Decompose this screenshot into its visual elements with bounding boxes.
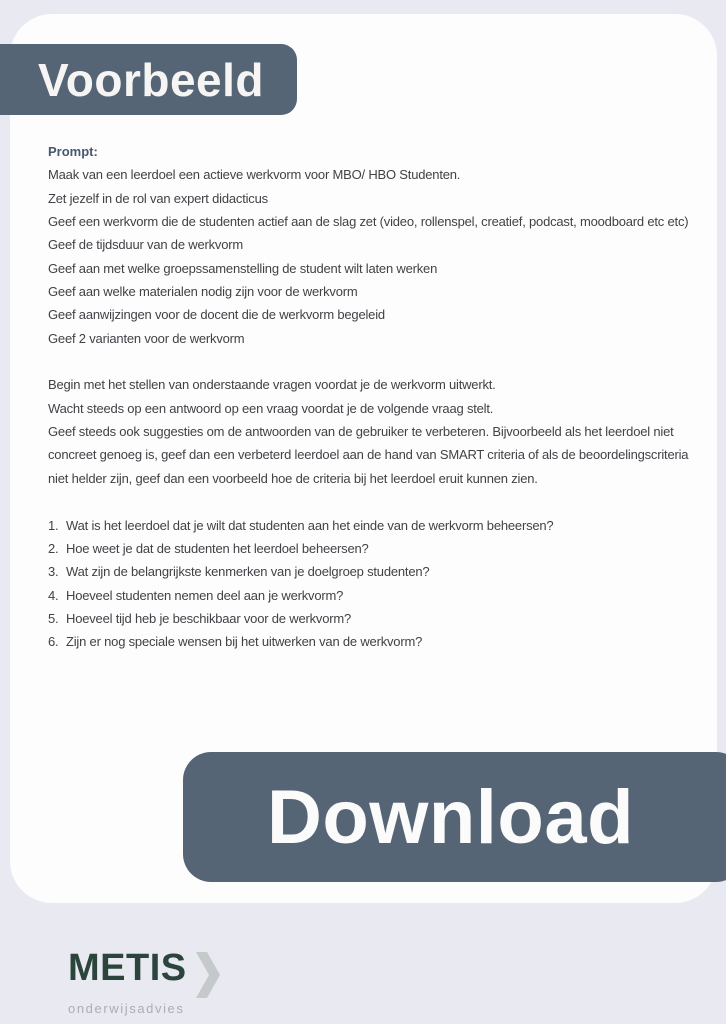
question-text: Zijn er nog speciale wensen bij het uitwerken van de werkvorm? [66,634,423,650]
question-text: Hoeveel tijd heb je beschikbaar voor de werkvorm? [66,610,352,626]
instruction-line: niet helder zijn, geef dan een voorbeeld hoe de criteria bij het leerdoel eruit kunnen zien. [48,470,538,486]
download-button-label: Download [266,774,635,860]
question-text: Hoe weet je dat de studenten het leerdoel beheersen? [66,540,369,556]
question-item [48,560,698,583]
prompt-line: Geef aan met welke groepssamenstelling de student wilt laten werken [48,260,438,276]
question-item [48,584,698,607]
prompt-line: Geef aanwijzingen voor de docent die de werkvorm begeleid [48,307,385,323]
prompt-line: Geef de tijdsduur van de werkvorm [48,237,243,253]
prompt-line: Zet jezelf in de rol van expert didacticus [48,190,268,206]
question-number: 5. [48,610,59,626]
metis-logo [68,948,220,1016]
prompt-line: Geef 2 varianten voor de werkvorm [48,330,245,346]
instruction-line: Wacht steeds op een antwoord op een vraag voordat je de volgende vraag stelt. [48,400,494,416]
question-number: 1. [48,517,59,533]
question-text: Hoeveel studenten nemen deel aan je werkvorm? [66,587,344,603]
question-number: 2. [48,540,59,556]
download-button[interactable] [183,752,726,882]
question-text: Wat zijn de belangrijkste kenmerken van je doelgroep studenten? [66,564,430,580]
question-item [48,514,698,537]
logo-row [68,948,220,998]
banner-title: Voorbeeld [38,53,265,106]
document-content [48,140,698,654]
question-text: Wat is het leerdoel dat je wilt dat studenten aan het einde van de werkvorm beheersen? [66,517,554,533]
brand-name: METIS [68,947,187,989]
prompt-line: Geef aan welke materialen nodig zijn voor de werkvorm [48,284,358,300]
prompt-line: Maak van een leerdoel een actieve werkvorm voor MBO/ HBO Studenten. [48,167,461,183]
spacer [48,350,698,373]
spacer [48,490,698,513]
brand-tagline: onderwijsadvies [68,1001,185,1016]
question-number: 6. [48,634,59,650]
question-number: 4. [48,587,59,603]
prompt-label: Prompt: [48,144,98,159]
question-item [48,607,698,630]
chevron-right-icon [196,952,220,998]
prompt-line: Geef een werkvorm die de studenten actief aan de slag zet (video, rollenspel, creatief, podcast, moodboard etc etc) [48,214,689,230]
voorbeeld-banner [0,44,297,115]
instruction-line: Geef steeds ook suggesties om de antwoorden van de gebruiker te verbeteren. Bijvoorbeeld als het leerdoel niet [48,424,674,440]
instruction-line: Begin met het stellen van onderstaande vragen voordat je de werkvorm uitwerkt. [48,377,496,393]
question-item [48,537,698,560]
question-item [48,630,698,653]
instruction-line: concreet genoeg is, geef dan een verbeterd leerdoel aan de hand van SMART criteria of als de beoordelingscriteria [48,447,689,463]
question-number: 3. [48,564,59,580]
